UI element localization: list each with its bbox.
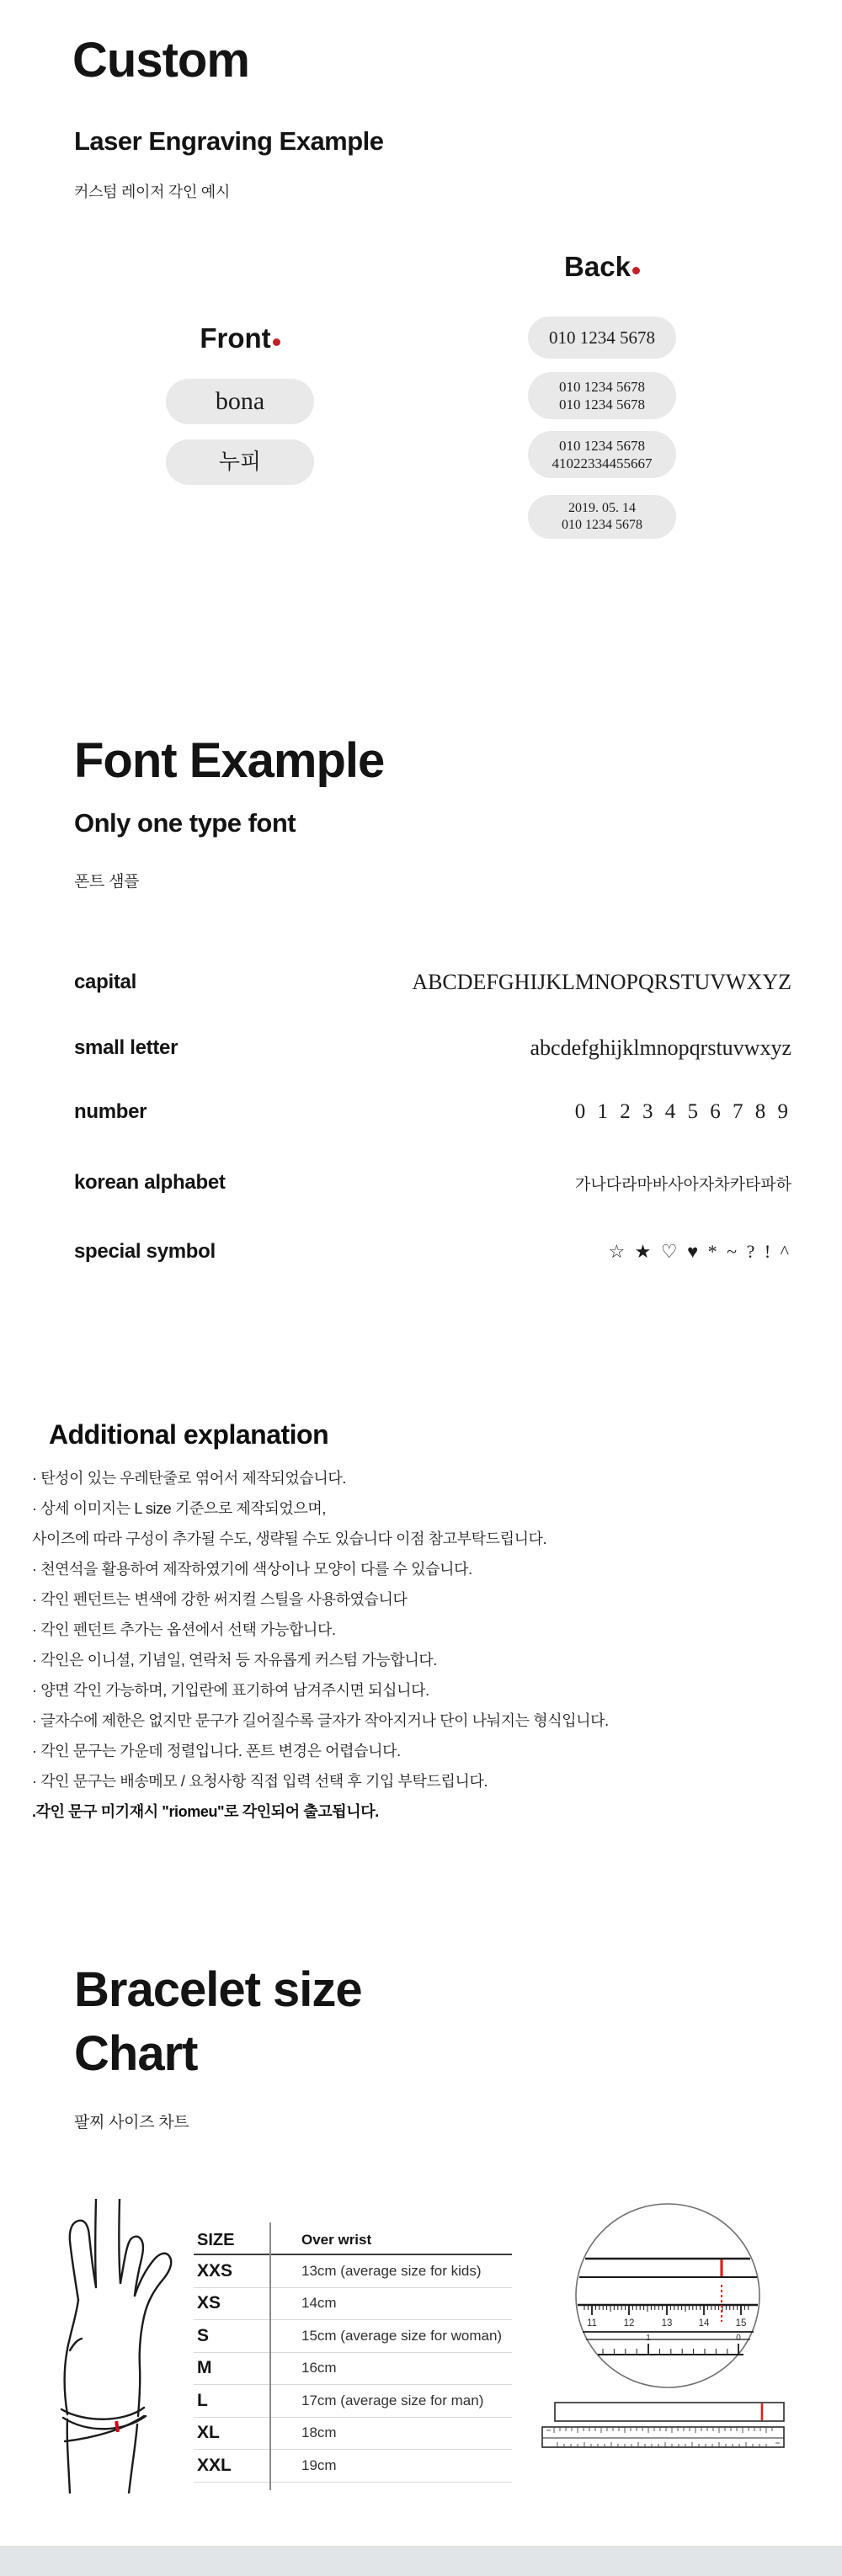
table-row bbox=[194, 2255, 512, 2288]
explanation-line: 사이즈에 따라 구성이 추가될 수도, 생략될 수도 있습니다 이점 참고부탁드립니다. bbox=[32, 1530, 547, 1547]
font-row-number bbox=[74, 1098, 791, 1126]
engraving-text: 누피 bbox=[218, 449, 262, 474]
bracelet-section-title-line2: Chart bbox=[74, 2026, 198, 2081]
explanation-line: · 각인 문구는 가운데 정렬입니다. 폰트 변경은 어렵습니다. bbox=[32, 1743, 401, 1759]
font-row-sample: abcdefghijklmnopqrstuvwxyz bbox=[530, 1035, 791, 1060]
engraving-text: bona bbox=[215, 387, 265, 416]
font-row-capital bbox=[74, 968, 791, 997]
explanation-line: · 탄성이 있는 우레탄줄로 엮어서 제작되었습니다. bbox=[32, 1470, 346, 1487]
table-row bbox=[194, 2418, 512, 2451]
font-section-title: Font Example bbox=[74, 733, 385, 788]
font-section-subtitle-kr: 폰트 샘플 bbox=[74, 873, 140, 891]
font-row-label: korean alphabet bbox=[74, 1171, 226, 1194]
table-column-divider bbox=[269, 2222, 271, 2490]
engraving-text: 010 1234 5678 bbox=[559, 397, 645, 412]
explanation-line: · 각인 문구는 배송메모 / 요청사항 직접 입력 선택 후 기입 부탁드립니다. bbox=[32, 1773, 488, 1790]
explanation-line-bold: .각인 문구 미기재시 "riomeu"로 각인되어 출고됩니다. bbox=[32, 1803, 379, 1820]
wrist-cell: 19cm bbox=[301, 2456, 337, 2473]
font-row-sample: ☆ ★ ♡ ♥ * ~ ? ! ^ bbox=[608, 1241, 791, 1262]
table-row bbox=[194, 2385, 512, 2418]
font-row-sample: 가나다라마바사아자차카타파하 bbox=[575, 1175, 791, 1194]
bracelet-section-subtitle-kr: 팔찌 사이즈 차트 bbox=[74, 2114, 189, 2132]
custom-section-subtitle: Laser Engraving Example bbox=[74, 126, 384, 156]
explanation-line: · 글자수에 제한은 없지만 문구가 길어질수록 글자가 작아지거나 단이 나눠지는 형식입니다. bbox=[32, 1712, 609, 1729]
engraving-text: 41022334455667 bbox=[552, 455, 653, 471]
font-row-label: special symbol bbox=[74, 1240, 216, 1263]
front-engraving-pill bbox=[166, 439, 314, 485]
back-engraving-pill bbox=[528, 495, 676, 539]
front-engraving-pill bbox=[166, 379, 314, 424]
ruler-number: 15 bbox=[735, 2318, 747, 2329]
explanation-line: · 각인 펜던트는 변색에 강한 써지컬 스틸을 사용하였습니다 bbox=[32, 1591, 408, 1608]
wrist-cell: 13cm (average size for kids) bbox=[301, 2262, 482, 2279]
red-dot-icon bbox=[273, 338, 280, 346]
explanation-line: · 각인은 이니셜, 기념일, 연락처 등 자유롭게 커스텀 가능합니다. bbox=[32, 1652, 437, 1669]
back-label bbox=[528, 251, 676, 283]
red-dot-icon bbox=[632, 267, 640, 274]
font-row-label: capital bbox=[74, 971, 136, 993]
back-engraving-pill bbox=[528, 317, 676, 359]
size-cell: XXS bbox=[197, 2260, 233, 2281]
engraving-text: 010 1234 5678 bbox=[559, 378, 645, 395]
wrist-column-header: Over wrist bbox=[301, 2232, 372, 2248]
custom-section-subtitle-kr: 커스텀 레이저 각인 예시 bbox=[74, 184, 230, 200]
explanation-line: · 양면 각인 가능하며, 기입란에 표기하여 남겨주시면 되십니다. bbox=[32, 1682, 429, 1699]
wrist-cell: 17cm (average size for man) bbox=[301, 2392, 484, 2408]
table-row bbox=[194, 2320, 512, 2353]
measuring-strip bbox=[555, 2403, 784, 2421]
wrist-cell: 15cm (average size for woman) bbox=[301, 2327, 503, 2344]
font-row-small-letter bbox=[74, 1034, 791, 1062]
front-label-text: Front bbox=[200, 322, 271, 354]
wrist-cell: 18cm bbox=[301, 2424, 337, 2441]
scale-label: 0 bbox=[736, 2334, 741, 2343]
engraving-text: 2019. 05. 14 bbox=[568, 501, 636, 515]
engraving-text: 010 1234 5678 bbox=[562, 518, 642, 532]
ruler-number: 13 bbox=[661, 2318, 673, 2329]
font-row-label: number bbox=[74, 1100, 147, 1123]
explanation-line: · 천연석을 활용하여 제작하였기에 색상이나 모양이 다를 수 있습니다. bbox=[32, 1561, 472, 1578]
ruler-number: 12 bbox=[623, 2318, 635, 2329]
engraving-text: 010 1234 5678 bbox=[559, 437, 645, 454]
size-cell: XXL bbox=[197, 2455, 232, 2475]
size-cell: M bbox=[197, 2358, 212, 2378]
wrist-cell: 16cm bbox=[301, 2360, 337, 2376]
table-row bbox=[194, 2450, 512, 2483]
additional-section-title: Additional explanation bbox=[49, 1419, 329, 1450]
bracelet-section-title-line1: Bracelet size bbox=[74, 1962, 362, 2017]
hand-bracelet-illustration bbox=[21, 2199, 181, 2494]
back-engraving-pill bbox=[528, 372, 676, 419]
font-section-subtitle: Only one type font bbox=[74, 808, 296, 838]
font-row-sample: 0 1 2 3 4 5 6 7 8 9 bbox=[574, 1100, 791, 1123]
size-table-header bbox=[194, 2227, 512, 2255]
explanation-line: · 각인 펜던트 추가는 옵션에서 선택 가능합니다. bbox=[32, 1621, 336, 1638]
back-engraving-pill bbox=[528, 431, 676, 478]
font-row-sample: ABCDEFGHIJKLMNOPQRSTUVWXYZ bbox=[412, 970, 791, 994]
wrist-measure-magnifier-diagram bbox=[552, 2189, 787, 2395]
table-row bbox=[194, 2288, 512, 2321]
table-row bbox=[194, 2353, 512, 2386]
wrist-cell: 14cm bbox=[301, 2295, 337, 2312]
size-cell: XS bbox=[197, 2293, 221, 2313]
measuring-strips bbox=[539, 2399, 787, 2451]
size-cell: XL bbox=[197, 2423, 220, 2443]
font-row-special-symbol bbox=[74, 1237, 791, 1266]
explanation-line: · 상세 이미지는 L size 기준으로 제작되었으며, bbox=[32, 1500, 326, 1517]
font-row-korean bbox=[74, 1168, 791, 1197]
size-table bbox=[194, 2227, 512, 2483]
ruler-number: 11 bbox=[587, 2318, 597, 2329]
size-cell: L bbox=[197, 2390, 208, 2410]
scale-label: 1 bbox=[646, 2334, 651, 2343]
ruler-strip bbox=[542, 2427, 784, 2447]
back-label-text: Back bbox=[564, 251, 631, 282]
font-row-label: small letter bbox=[74, 1036, 179, 1059]
bottom-section-band bbox=[0, 2546, 842, 2576]
size-cell: S bbox=[197, 2325, 210, 2345]
ruler-number: 14 bbox=[698, 2318, 710, 2329]
custom-section-title: Custom bbox=[72, 33, 249, 88]
size-column-header: SIZE bbox=[197, 2230, 235, 2249]
front-label bbox=[166, 322, 314, 354]
engraving-text: 010 1234 5678 bbox=[549, 327, 655, 348]
